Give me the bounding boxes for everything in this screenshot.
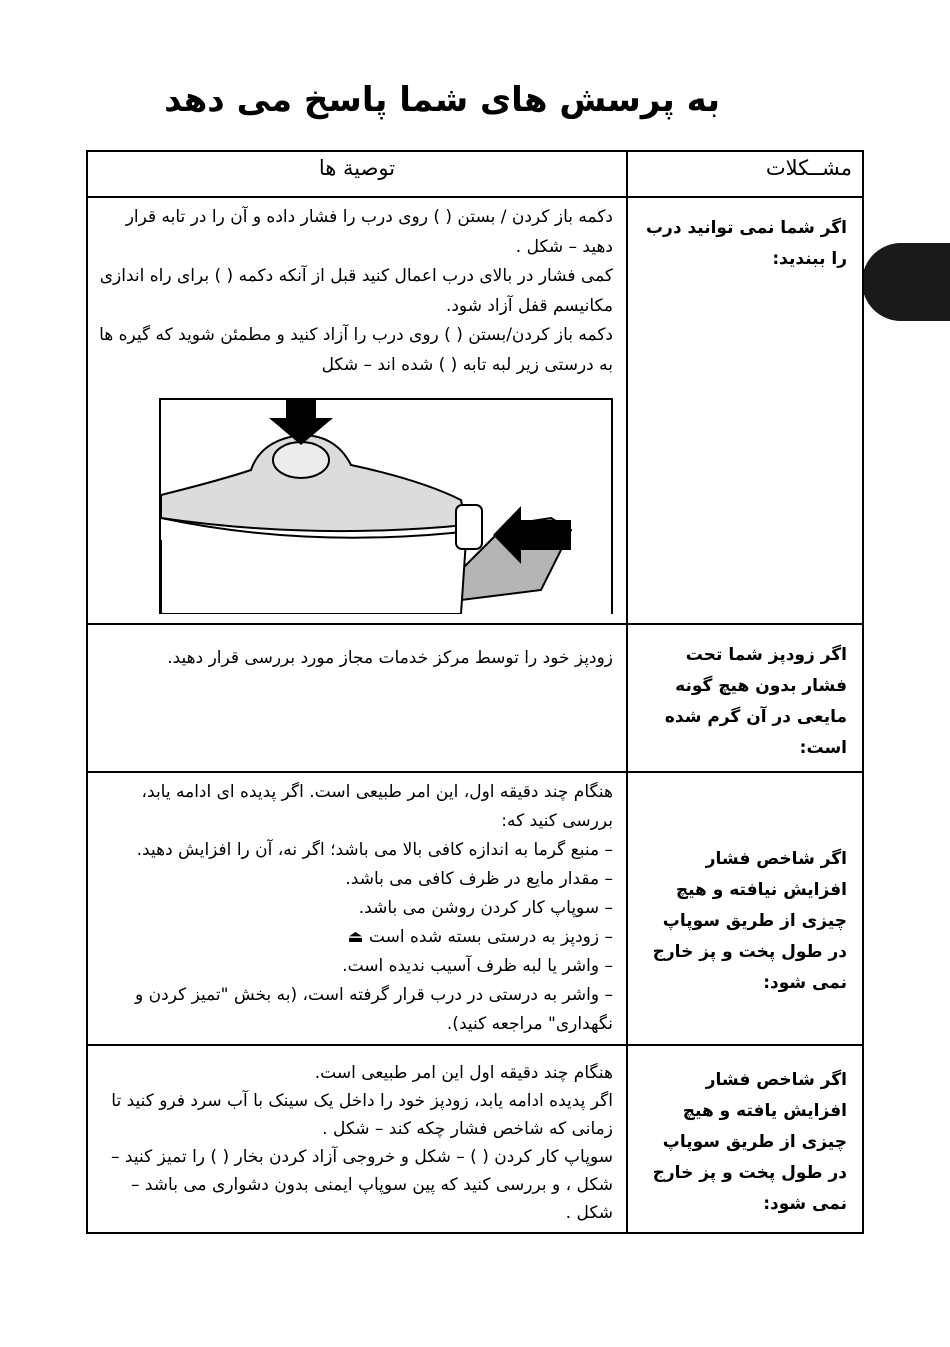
table-header-row [87, 151, 863, 197]
advice-cell [87, 197, 627, 624]
problem-text: اگر شاخص فشار افزایش نیافته و هیچ چیزی از طریق سوپاپ در طول پخت و پز خارج نمی شود: [652, 849, 847, 993]
advice-line: – منبع گرما به اندازه کافی بالا می باشد؛ اگر نه، آن را افزایش دهید. [136, 840, 613, 860]
advice-line-text: – زودپز به درستی بسته شده است [368, 927, 613, 947]
lid-closing-diagram [161, 400, 611, 614]
header-problems: مشــکلات [627, 151, 863, 197]
table-row [87, 1045, 863, 1233]
advice-line: – واشر به درستی در درب قرار گرفته است، (به بخش "تمیز کردن و نگهداری" مراجعه کنید). [135, 985, 613, 1034]
pressure-cooker-lid-illustration [159, 398, 613, 614]
advice-line: دکمه باز کردن / بستن ( ) روی درب را فشار داده و آن را در تابه قرار دهید – شکل . [125, 207, 613, 257]
lid-clamp-shape [456, 505, 482, 549]
problem-text: اگر زودپز شما تحت فشار بدون هیچ گونه مایعی در آن گرم شده است: [664, 645, 847, 758]
problems-table [86, 150, 864, 1234]
table-row [87, 197, 863, 624]
advice-line: کمی فشار در بالای درب اعمال کنید قبل از آنکه دکمه ( ) برای راه اندازی مکانیسم قفل آزاد شود. [99, 266, 613, 316]
advice-text [89, 774, 625, 1043]
table-row [87, 624, 863, 772]
advice-line: – سوپاپ کار کردن روشن می باشد. [358, 898, 613, 918]
problem-cell [627, 624, 863, 772]
lid-knob-shape [273, 442, 329, 478]
table-row [87, 772, 863, 1045]
advice-line: اگر پدیده ادامه یابد، زودپز خود را داخل یک سینک با آب سرد فرو کنید تا زمانی که شاخص فشار چکه کند – شکل . [111, 1091, 613, 1139]
advice-text [89, 1047, 625, 1231]
advice-line: زودپز خود را توسط مرکز خدمات مجاز مورد بررسی قرار دهید. [167, 648, 613, 668]
pot-body-shape [161, 540, 466, 614]
advice-line: سوپاپ کار کردن ( ) – شکل و خروجی آزاد کردن بخار ( ) را تمیز کنید – شکل ، و بررسی کنید که پین سوپاپ ایمنی بدون دشواری می باشد – شکل . [111, 1147, 613, 1223]
advice-text [89, 626, 625, 678]
advice-cell [87, 624, 627, 772]
closed-lid-icon: ⏏ [347, 927, 364, 947]
advice-line [99, 923, 613, 952]
problem-text: اگر شاخص فشار افزایش یافته و هیچ چیزی از طریق سوپاپ در طول پخت و پز خارج نمی شود: [652, 1070, 847, 1214]
advice-line: هنگام چند دقیقه اول، این امر طبیعی است. اگر پدیده ای ادامه یابد، بررسی کنید که: [141, 782, 613, 831]
problem-cell [627, 772, 863, 1045]
problem-cell [627, 197, 863, 624]
figure-area [89, 384, 625, 622]
advice-text [89, 199, 625, 384]
advice-line: – واشر یا لبه ظرف آسیب ندیده است. [342, 956, 613, 976]
advice-line: دکمه باز کردن/بستن ( ) روی درب را آزاد کنید و مطمئن شوید که گیره ها به درستی زیر لبه تابه ( ) شده اند – شکل [99, 325, 613, 375]
advice-line: – مقدار مایع در ظرف کافی می باشد. [345, 869, 613, 889]
advice-cell [87, 1045, 627, 1233]
advice-cell [87, 772, 627, 1045]
page-title: به پرسش های شما پاسخ می دهد [164, 80, 720, 120]
problem-text: اگر شما نمی توانید درب را ببندید: [645, 218, 847, 269]
problem-cell [627, 1045, 863, 1233]
header-advice: توصیة ها [87, 151, 627, 197]
advice-line: هنگام چند دقیقه اول این امر طبیعی است. [314, 1063, 613, 1083]
section-tab-marker [862, 243, 950, 321]
